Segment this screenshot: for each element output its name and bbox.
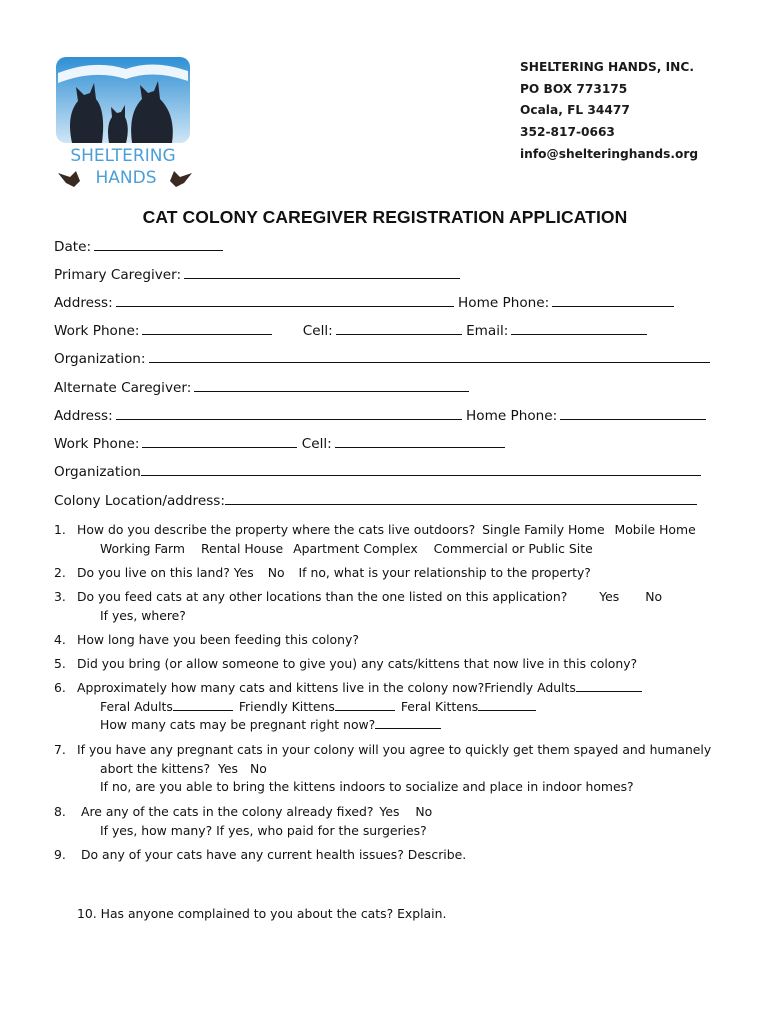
q1-option-working-farm[interactable]: Working Farm: [100, 540, 186, 556]
work-phone2-field[interactable]: [142, 433, 297, 448]
q6-friendly-kittens-field[interactable]: [335, 698, 395, 711]
org-contact-block: [520, 57, 698, 166]
address2-field[interactable]: [116, 405, 462, 420]
q6-pregnant-field[interactable]: [375, 716, 441, 729]
colony-location-label: Colony Location/address:: [54, 493, 225, 509]
question-6: [54, 679, 642, 735]
q5-text: Did you bring (or allow someone to give you) any cats/kittens that now live in this colony?: [77, 656, 638, 671]
home-phone2-field[interactable]: [560, 405, 706, 420]
q6-friendly-kittens-label: Friendly Kittens: [238, 698, 335, 714]
email1-label: Email:: [466, 323, 509, 339]
q9-text: Do any of your cats have any current health issues? Describe.: [81, 847, 467, 862]
alternate-caregiver-row: [54, 377, 469, 397]
cell1-field[interactable]: [336, 320, 462, 335]
home-phone1-field[interactable]: [552, 292, 674, 307]
date-field[interactable]: [94, 236, 223, 251]
q2-number: 2.: [54, 565, 66, 580]
q7-yes[interactable]: Yes: [218, 760, 239, 776]
q4-number: 4.: [54, 632, 66, 647]
q2-no[interactable]: No: [267, 565, 285, 580]
colony-location-row: [54, 490, 697, 510]
q3-yes[interactable]: Yes: [599, 589, 620, 604]
q6-friendly-adults-field[interactable]: [576, 679, 642, 692]
q7-text: If you have any pregnant cats in your colony will you agree to quickly get them spayed and humanely: [77, 742, 712, 757]
sheltering-hands-logo: [54, 55, 196, 193]
q6-pregnant-label: How many cats may be pregnant right now?: [100, 717, 376, 732]
logo-text-sheltering: SHELTERING: [70, 146, 176, 166]
question-7: [54, 741, 711, 797]
q7-number: 7.: [54, 742, 66, 757]
q6-feral-kittens-field[interactable]: [478, 698, 536, 711]
alternate-caregiver-label: Alternate Caregiver:: [54, 380, 192, 396]
q1-option-rental-house[interactable]: Rental House: [200, 540, 284, 556]
cell1-label: Cell:: [302, 323, 333, 339]
work-phone2-row: [54, 433, 505, 453]
organization1-row: [54, 348, 710, 368]
q3-no[interactable]: No: [645, 589, 663, 604]
address1-label: Address:: [54, 295, 113, 311]
q3-text: Do you feed cats at any other locations than the one listed on this application?: [77, 589, 568, 604]
question-5: [54, 655, 637, 674]
colony-location-field[interactable]: [225, 490, 697, 505]
q1-option-single-family[interactable]: Single Family Home: [482, 522, 605, 537]
q7-text2: abort the kittens?: [100, 760, 211, 776]
q6-friendly-adults-label: Friendly Adults: [484, 680, 576, 695]
date-label: Date:: [54, 239, 92, 255]
work-phone1-row: [54, 320, 647, 340]
address2-row: [54, 405, 706, 425]
q6-feral-kittens-label: Feral Kittens: [400, 698, 479, 714]
q8-yes[interactable]: Yes: [379, 804, 400, 819]
q8-number: 8.: [54, 804, 66, 819]
question-2: [54, 564, 591, 583]
question-4: [54, 631, 359, 650]
work-phone2-label: Work Phone:: [54, 436, 140, 452]
organization2-row: [54, 461, 701, 481]
q2-text: Do you live on this land?: [77, 565, 230, 580]
q1-option-commercial[interactable]: Commercial or Public Site: [433, 540, 593, 556]
primary-caregiver-field[interactable]: [184, 264, 460, 279]
form-title: CAT COLONY CAREGIVER REGISTRATION APPLICATION: [142, 207, 628, 227]
q6-text: Approximately how many cats and kittens live in the colony now?: [77, 680, 485, 695]
q1-option-apartment[interactable]: Apartment Complex: [293, 540, 418, 556]
q4-text: How long have you been feeding this colony?: [77, 632, 359, 647]
q8-no[interactable]: No: [415, 804, 433, 819]
primary-caregiver-label: Primary Caregiver:: [54, 267, 182, 283]
primary-caregiver-row: [54, 264, 460, 284]
q9-number: 9.: [54, 847, 66, 862]
org-city: Ocala, FL 34477: [520, 103, 630, 118]
question-10: 10. Has anyone complained to you about the cats? Explain.: [77, 906, 447, 921]
q2-follow: If no, what is your relationship to the property?: [298, 565, 591, 580]
organization1-label: Organization:: [54, 351, 146, 367]
question-3: [54, 588, 662, 625]
q3-follow: If yes, where?: [100, 607, 186, 623]
q6-feral-adults-field[interactable]: [173, 698, 233, 711]
org-email: info@shelteringhands.org: [520, 146, 699, 161]
q2-yes[interactable]: Yes: [233, 565, 254, 580]
org-phone: 352-817-0663: [520, 125, 615, 140]
q8-follow: If yes, how many? If yes, who paid for the surgeries?: [100, 822, 427, 838]
q3-number: 3.: [54, 589, 66, 604]
q8-text: Are any of the cats in the colony already fixed?: [81, 804, 374, 819]
logo-text-hands: HANDS: [95, 168, 157, 188]
organization2-field[interactable]: [141, 461, 701, 476]
q1-number: 1.: [54, 522, 66, 537]
email1-field[interactable]: [511, 320, 647, 335]
work-phone1-label: Work Phone:: [54, 323, 140, 339]
address2-label: Address:: [54, 408, 113, 424]
org-pobox: PO BOX 773175: [520, 81, 628, 96]
q7-follow: If no, are you able to bring the kittens indoors to socialize and place in indoor homes?: [100, 779, 634, 794]
question-1: [54, 521, 696, 558]
q6-number: 6.: [54, 680, 66, 695]
q7-no[interactable]: No: [249, 760, 267, 776]
address1-row: [54, 292, 674, 312]
cell2-field[interactable]: [335, 433, 505, 448]
alternate-caregiver-field[interactable]: [194, 377, 469, 392]
logo-graphic: [54, 55, 196, 193]
q1-text: How do you describe the property where the cats live outdoors?: [77, 522, 476, 537]
q5-number: 5.: [54, 656, 66, 671]
address1-field[interactable]: [116, 292, 454, 307]
org-name: SHELTERING HANDS, INC.: [520, 60, 694, 74]
organization2-label: Organization: [54, 464, 141, 480]
home-phone1-label: Home Phone:: [458, 295, 550, 311]
question-9: [54, 846, 466, 865]
q1-option-mobile-home[interactable]: Mobile Home: [614, 522, 696, 537]
date-row: [54, 236, 223, 256]
cell2-label: Cell:: [301, 436, 332, 452]
organization1-field[interactable]: [149, 348, 710, 363]
question-8: [54, 803, 432, 840]
work-phone1-field[interactable]: [142, 320, 272, 335]
q6-feral-adults-label: Feral Adults: [100, 698, 173, 714]
home-phone2-label: Home Phone:: [466, 408, 558, 424]
